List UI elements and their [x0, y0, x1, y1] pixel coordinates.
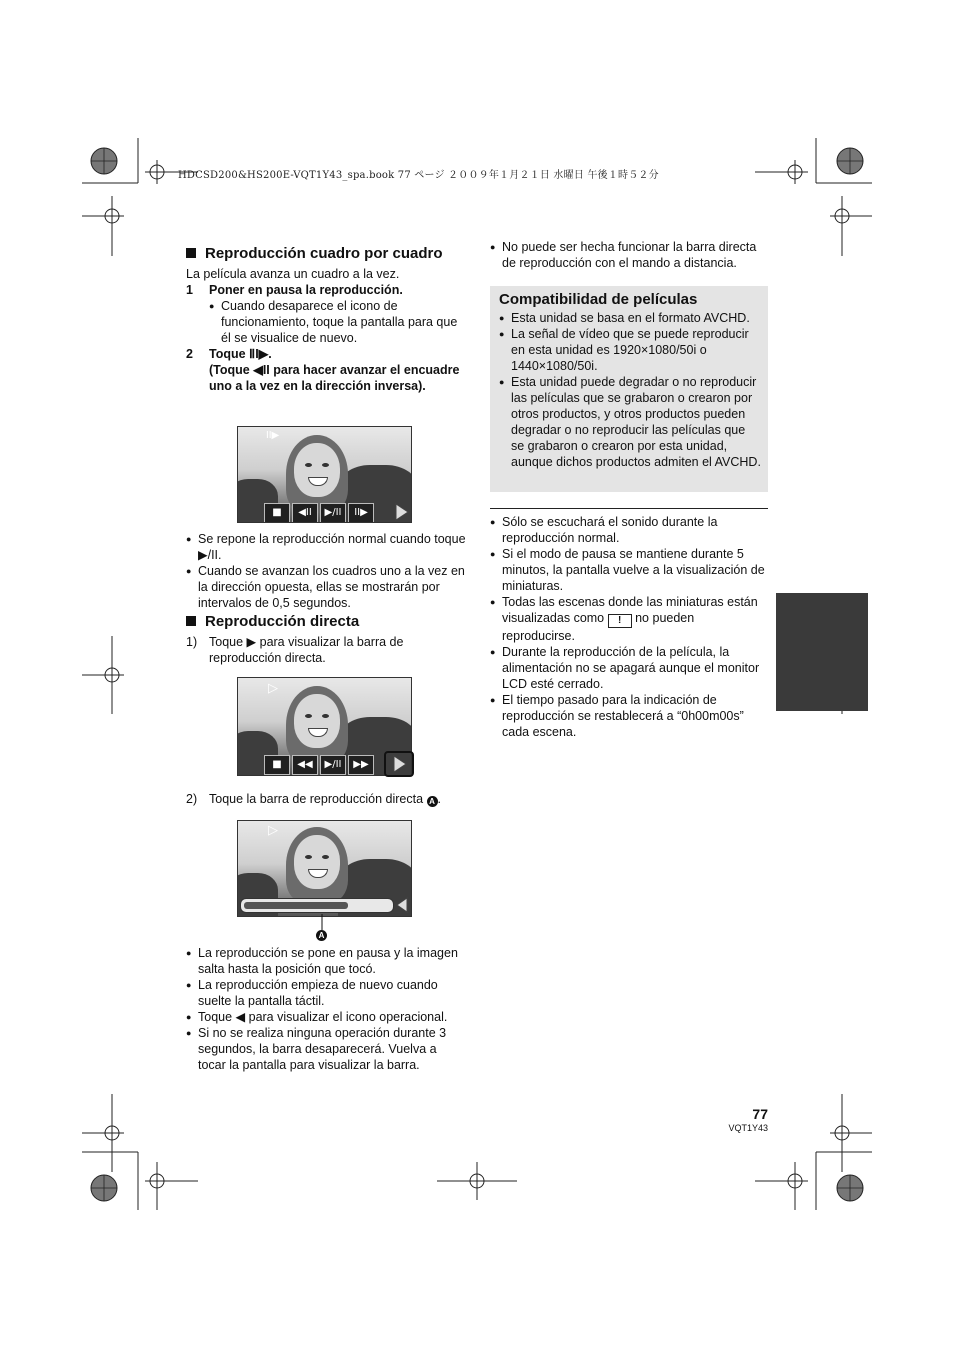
notes-list	[490, 514, 768, 740]
rewind-button[interactable]: ◀◀	[292, 755, 318, 775]
play-indicator: ▷	[268, 680, 278, 695]
list-item: ● No puede ser hecha funcionar la barra directa de reproducción con el mando a distancia.	[490, 240, 757, 270]
intro-text: La película avanza un cuadro a la vez.	[186, 267, 400, 281]
step-2-detail: (Toque ◀II para hacer avanzar el encuadre uno a la vez en la dirección inversa).	[209, 363, 460, 393]
list-item: ● Esta unidad se basa en el formato AVCHD.	[499, 311, 750, 325]
frame-back-button[interactable]: ◀II	[292, 503, 318, 523]
frame-advance-indicator: II▶	[266, 430, 280, 441]
list-item: ● La reproducción empieza de nuevo cuando suelte la pantalla táctil.	[186, 978, 438, 1008]
screen-direct-bar	[237, 820, 412, 917]
list-item: ● Se repone la reproducción normal cuando toque ▶/II.	[186, 532, 466, 562]
triangle-left-icon[interactable]	[395, 897, 409, 913]
divider	[490, 508, 768, 509]
list-item: ● Esta unidad puede degradar o no reproducir las películas que se grabaron o crearon por otros productos, y otros productos pueden degradar o no reproducir las películas que se grabaron o crearon por esta unidad, aunque dichos productos admiten el AVCHD.	[499, 375, 761, 469]
step-1: 1 Poner en pausa la reproducción.	[186, 283, 403, 297]
screen-frame-advance	[237, 426, 412, 523]
section-title-frame-by-frame: Reproducción cuadro por cuadro	[186, 245, 443, 262]
square-bullet-icon	[186, 248, 196, 258]
section-title-direct: Reproducción directa	[186, 613, 359, 630]
step-2: 2 Toque ⅡI▶.	[186, 347, 272, 361]
square-bullet-icon	[186, 616, 196, 626]
marker-a-icon: A	[316, 930, 327, 941]
direct-bar-button-highlight[interactable]	[384, 751, 414, 777]
frame-by-frame-bullets	[186, 531, 466, 611]
page-number: 77	[752, 1106, 768, 1122]
frame-forward-button[interactable]: II▶	[348, 503, 374, 523]
list-item: ● Si el modo de pausa se mantiene durante 5 minutos, la pantalla vuelve a la visualización de miniaturas.	[490, 547, 765, 593]
direct-step-1: 1) Toque ▶ para visualizar la barra de reproducción directa.	[186, 635, 404, 665]
compatibility-title: Compatibilidad de películas	[499, 291, 698, 308]
list-item: ● Todas las escenas donde las miniaturas están visualizadas como ! no pueden reproducirse.	[490, 595, 758, 643]
list-item: ● Si no se realiza ninguna operación durante 3 segundos, la barra desaparecerá. Vuelva a tocar la pantalla para visualizar la barra.	[186, 1026, 447, 1072]
play-indicator: ▷	[268, 822, 278, 837]
frame-by-frame-body	[186, 266, 466, 394]
list-item: ● La reproducción se pone en pausa y la imagen salta hasta la posición que tocó.	[186, 946, 458, 976]
triangle-right-icon[interactable]	[394, 503, 410, 521]
marker-a-icon: A	[427, 796, 438, 807]
section-tab	[776, 593, 868, 711]
remote-note	[490, 239, 768, 271]
warning-thumbnail-icon: !	[608, 614, 632, 628]
direct-bullets	[186, 945, 466, 1073]
list-item: ● Toque ◀ para visualizar el icono operacional.	[186, 1010, 448, 1024]
list-item: ● Sólo se escuchará el sonido durante la reproducción normal.	[490, 515, 718, 545]
stop-button[interactable]: ■	[264, 755, 290, 775]
direct-playback-bar[interactable]	[240, 898, 394, 913]
play-pause-button[interactable]: ▶/II	[320, 755, 346, 775]
compatibility-list	[499, 310, 761, 470]
print-header: HDCSD200&HS200E-VQT1Y43_spa.book 77 ページ ２００９年１月２１日 水曜日 午後１時５２分	[178, 170, 659, 181]
direct-step-2: 2) Toque la barra de reproducción directa A .	[186, 792, 441, 806]
list-item: ● La señal de vídeo que se puede reproducir en esta unidad es 1920×1080/50i o 1440×1080/50i.	[499, 327, 749, 373]
document-code: VQT1Y43	[728, 1123, 768, 1133]
direct-playback-bar-fill	[244, 902, 348, 909]
step-1-bullet: ● Cuando desaparece el icono de funcionamiento, toque la pantalla para que él se visualice de nuevo.	[209, 299, 458, 345]
stop-button[interactable]: ■	[264, 503, 290, 523]
list-item: ● El tiempo pasado para la indicación de reproducción se restablecerá a “0h00m00s” cada escena.	[490, 693, 744, 739]
list-item: ● Durante la reproducción de la película, la alimentación no se apagará aunque el monitor LCD esté cerrado.	[490, 645, 760, 691]
fast-forward-button[interactable]: ▶▶	[348, 755, 374, 775]
play-pause-button[interactable]: ▶/II	[320, 503, 346, 523]
list-item: ● Cuando se avanzan los cuadros uno a la vez en la dirección opuesta, ellas se mostrarán por intervalos de 0,5 segundos.	[186, 564, 465, 610]
